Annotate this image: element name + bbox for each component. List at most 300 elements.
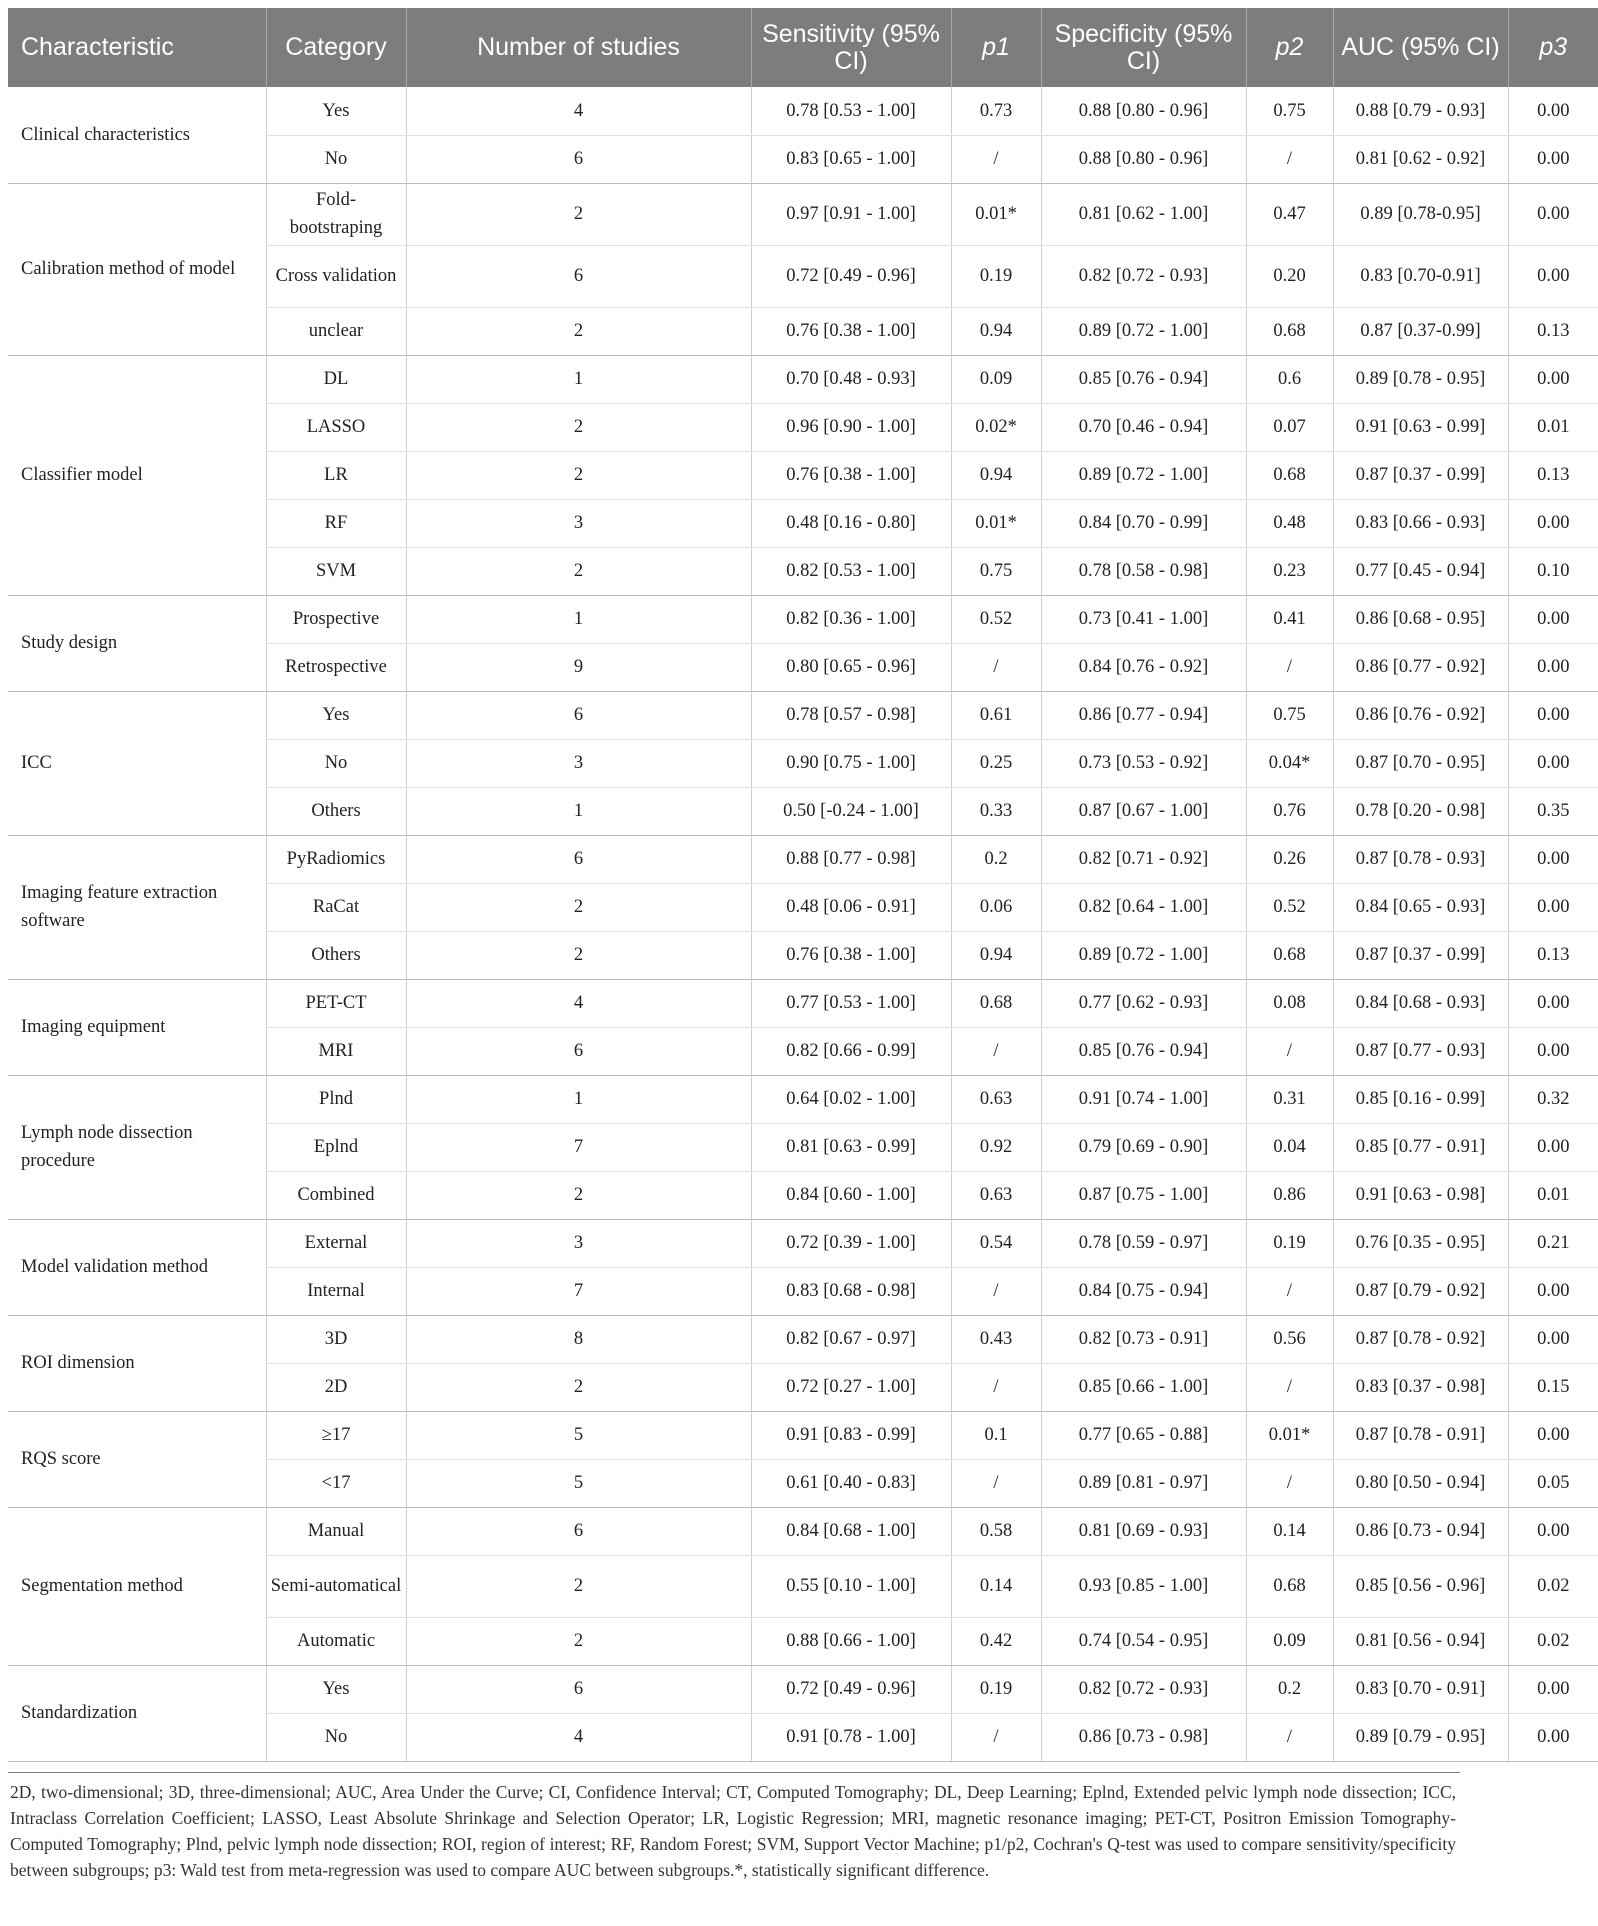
- sensitivity-cell: 0.77 [0.53 - 1.00]: [751, 979, 951, 1027]
- sensitivity-cell: 0.91 [0.83 - 0.99]: [751, 1411, 951, 1459]
- specificity-cell: 0.89 [0.72 - 1.00]: [1041, 307, 1246, 355]
- number-of-studies-cell: 6: [406, 245, 751, 307]
- auc-cell: 0.86 [0.76 - 0.92]: [1333, 691, 1508, 739]
- number-of-studies-cell: 1: [406, 787, 751, 835]
- number-of-studies-cell: 2: [406, 451, 751, 499]
- specificity-cell: 0.74 [0.54 - 0.95]: [1041, 1617, 1246, 1665]
- sensitivity-cell: 0.82 [0.67 - 0.97]: [751, 1315, 951, 1363]
- header-p2: p2: [1246, 8, 1333, 87]
- number-of-studies-cell: 4: [406, 87, 751, 135]
- specificity-cell: 0.82 [0.73 - 0.91]: [1041, 1315, 1246, 1363]
- number-of-studies-cell: 4: [406, 979, 751, 1027]
- specificity-cell: 0.70 [0.46 - 0.94]: [1041, 403, 1246, 451]
- auc-cell: 0.86 [0.77 - 0.92]: [1333, 643, 1508, 691]
- specificity-cell: 0.84 [0.70 - 0.99]: [1041, 499, 1246, 547]
- number-of-studies-cell: 1: [406, 355, 751, 403]
- p3-cell: 0.00: [1508, 1267, 1598, 1315]
- characteristic-cell: Segmentation method: [8, 1507, 266, 1665]
- table-row: [8, 1507, 1598, 1555]
- p1-cell: 0.61: [951, 691, 1041, 739]
- characteristic-cell: Imaging equipment: [8, 979, 266, 1075]
- p2-cell: 0.68: [1246, 307, 1333, 355]
- specificity-cell: 0.77 [0.62 - 0.93]: [1041, 979, 1246, 1027]
- specificity-cell: 0.73 [0.41 - 1.00]: [1041, 595, 1246, 643]
- header-characteristic: Characteristic: [8, 8, 266, 87]
- auc-cell: 0.83 [0.66 - 0.93]: [1333, 499, 1508, 547]
- p3-cell: 0.00: [1508, 87, 1598, 135]
- sensitivity-cell: 0.48 [0.06 - 0.91]: [751, 883, 951, 931]
- p2-cell: /: [1246, 1027, 1333, 1075]
- auc-cell: 0.89 [0.79 - 0.95]: [1333, 1713, 1508, 1761]
- category-cell: Plnd: [266, 1075, 406, 1123]
- auc-cell: 0.85 [0.77 - 0.91]: [1333, 1123, 1508, 1171]
- p3-cell: 0.00: [1508, 1713, 1598, 1761]
- specificity-cell: 0.82 [0.72 - 0.93]: [1041, 1665, 1246, 1713]
- p1-cell: 0.63: [951, 1075, 1041, 1123]
- specificity-cell: 0.84 [0.75 - 0.94]: [1041, 1267, 1246, 1315]
- p2-cell: 0.08: [1246, 979, 1333, 1027]
- number-of-studies-cell: 7: [406, 1123, 751, 1171]
- specificity-cell: 0.82 [0.71 - 0.92]: [1041, 835, 1246, 883]
- p3-cell: 0.13: [1508, 451, 1598, 499]
- specificity-cell: 0.86 [0.73 - 0.98]: [1041, 1713, 1246, 1761]
- p3-cell: 0.00: [1508, 595, 1598, 643]
- number-of-studies-cell: 7: [406, 1267, 751, 1315]
- specificity-cell: 0.85 [0.66 - 1.00]: [1041, 1363, 1246, 1411]
- category-cell: ≥17: [266, 1411, 406, 1459]
- subgroup-analysis-table: [8, 8, 1598, 1762]
- p2-cell: 0.41: [1246, 595, 1333, 643]
- p3-cell: 0.02: [1508, 1617, 1598, 1665]
- header-number-of-studies: Number of studies: [406, 8, 751, 87]
- sensitivity-cell: 0.97 [0.91 - 1.00]: [751, 183, 951, 245]
- number-of-studies-cell: 5: [406, 1411, 751, 1459]
- p1-cell: 0.68: [951, 979, 1041, 1027]
- characteristic-cell: RQS score: [8, 1411, 266, 1507]
- number-of-studies-cell: 2: [406, 1555, 751, 1617]
- header-p1: p1: [951, 8, 1041, 87]
- category-cell: 2D: [266, 1363, 406, 1411]
- p1-cell: 0.75: [951, 547, 1041, 595]
- category-cell: Others: [266, 931, 406, 979]
- p1-cell: 0.92: [951, 1123, 1041, 1171]
- number-of-studies-cell: 3: [406, 739, 751, 787]
- sensitivity-cell: 0.83 [0.68 - 0.98]: [751, 1267, 951, 1315]
- p3-cell: 0.00: [1508, 1315, 1598, 1363]
- category-cell: DL: [266, 355, 406, 403]
- category-cell: LR: [266, 451, 406, 499]
- sensitivity-cell: 0.72 [0.27 - 1.00]: [751, 1363, 951, 1411]
- p3-cell: 0.00: [1508, 1507, 1598, 1555]
- p1-cell: 0.54: [951, 1219, 1041, 1267]
- sensitivity-cell: 0.82 [0.66 - 0.99]: [751, 1027, 951, 1075]
- number-of-studies-cell: 2: [406, 1363, 751, 1411]
- specificity-cell: 0.89 [0.72 - 1.00]: [1041, 931, 1246, 979]
- category-cell: LASSO: [266, 403, 406, 451]
- number-of-studies-cell: 2: [406, 403, 751, 451]
- p3-cell: 0.00: [1508, 835, 1598, 883]
- p2-cell: 0.09: [1246, 1617, 1333, 1665]
- sensitivity-cell: 0.91 [0.78 - 1.00]: [751, 1713, 951, 1761]
- p3-cell: 0.00: [1508, 1123, 1598, 1171]
- specificity-cell: 0.81 [0.62 - 1.00]: [1041, 183, 1246, 245]
- auc-cell: 0.89 [0.78 - 0.95]: [1333, 355, 1508, 403]
- p3-cell: 0.01: [1508, 1171, 1598, 1219]
- p1-cell: /: [951, 1713, 1041, 1761]
- auc-cell: 0.89 [0.78-0.95]: [1333, 183, 1508, 245]
- specificity-cell: 0.73 [0.53 - 0.92]: [1041, 739, 1246, 787]
- p2-cell: 0.86: [1246, 1171, 1333, 1219]
- p3-cell: 0.32: [1508, 1075, 1598, 1123]
- p3-cell: 0.01: [1508, 403, 1598, 451]
- p2-cell: 0.52: [1246, 883, 1333, 931]
- p1-cell: /: [951, 643, 1041, 691]
- p3-cell: 0.00: [1508, 979, 1598, 1027]
- specificity-cell: 0.85 [0.76 - 0.94]: [1041, 1027, 1246, 1075]
- specificity-cell: 0.87 [0.75 - 1.00]: [1041, 1171, 1246, 1219]
- p1-cell: 0.25: [951, 739, 1041, 787]
- specificity-cell: 0.79 [0.69 - 0.90]: [1041, 1123, 1246, 1171]
- characteristic-cell: Calibration method of model: [8, 183, 266, 355]
- specificity-cell: 0.86 [0.77 - 0.94]: [1041, 691, 1246, 739]
- header-auc: AUC (95% CI): [1333, 8, 1508, 87]
- specificity-cell: 0.82 [0.72 - 0.93]: [1041, 245, 1246, 307]
- p3-cell: 0.00: [1508, 1411, 1598, 1459]
- sensitivity-cell: 0.96 [0.90 - 1.00]: [751, 403, 951, 451]
- p1-cell: /: [951, 1027, 1041, 1075]
- category-cell: No: [266, 739, 406, 787]
- auc-cell: 0.87 [0.79 - 0.92]: [1333, 1267, 1508, 1315]
- category-cell: Cross validation: [266, 245, 406, 307]
- p1-cell: /: [951, 1459, 1041, 1507]
- auc-cell: 0.81 [0.62 - 0.92]: [1333, 135, 1508, 183]
- sensitivity-cell: 0.78 [0.53 - 1.00]: [751, 87, 951, 135]
- p2-cell: 0.68: [1246, 931, 1333, 979]
- auc-cell: 0.85 [0.56 - 0.96]: [1333, 1555, 1508, 1617]
- auc-cell: 0.80 [0.50 - 0.94]: [1333, 1459, 1508, 1507]
- auc-cell: 0.86 [0.68 - 0.95]: [1333, 595, 1508, 643]
- sensitivity-cell: 0.72 [0.49 - 0.96]: [751, 1665, 951, 1713]
- p2-cell: 0.04: [1246, 1123, 1333, 1171]
- number-of-studies-cell: 6: [406, 691, 751, 739]
- p1-cell: 0.19: [951, 245, 1041, 307]
- category-cell: unclear: [266, 307, 406, 355]
- p1-cell: 0.09: [951, 355, 1041, 403]
- p3-cell: 0.00: [1508, 135, 1598, 183]
- p3-cell: 0.00: [1508, 1027, 1598, 1075]
- p3-cell: 0.00: [1508, 739, 1598, 787]
- p2-cell: 0.01*: [1246, 1411, 1333, 1459]
- table-row: [8, 595, 1598, 643]
- auc-cell: 0.91 [0.63 - 0.99]: [1333, 403, 1508, 451]
- auc-cell: 0.86 [0.73 - 0.94]: [1333, 1507, 1508, 1555]
- p1-cell: 0.58: [951, 1507, 1041, 1555]
- auc-cell: 0.87 [0.78 - 0.92]: [1333, 1315, 1508, 1363]
- p3-cell: 0.13: [1508, 931, 1598, 979]
- p1-cell: 0.19: [951, 1665, 1041, 1713]
- auc-cell: 0.77 [0.45 - 0.94]: [1333, 547, 1508, 595]
- number-of-studies-cell: 5: [406, 1459, 751, 1507]
- sensitivity-cell: 0.84 [0.68 - 1.00]: [751, 1507, 951, 1555]
- category-cell: Eplnd: [266, 1123, 406, 1171]
- table-row: [8, 1315, 1598, 1363]
- p1-cell: 0.94: [951, 307, 1041, 355]
- characteristic-cell: ICC: [8, 691, 266, 835]
- number-of-studies-cell: 2: [406, 183, 751, 245]
- p2-cell: 0.14: [1246, 1507, 1333, 1555]
- characteristic-cell: Standardization: [8, 1665, 266, 1761]
- p2-cell: 0.6: [1246, 355, 1333, 403]
- p2-cell: /: [1246, 643, 1333, 691]
- category-cell: Combined: [266, 1171, 406, 1219]
- table-row: [8, 1075, 1598, 1123]
- number-of-studies-cell: 2: [406, 931, 751, 979]
- p1-cell: /: [951, 1363, 1041, 1411]
- p3-cell: 0.05: [1508, 1459, 1598, 1507]
- auc-cell: 0.83 [0.70 - 0.91]: [1333, 1665, 1508, 1713]
- p3-cell: 0.15: [1508, 1363, 1598, 1411]
- table-header: [8, 8, 1598, 87]
- sensitivity-cell: 0.82 [0.36 - 1.00]: [751, 595, 951, 643]
- characteristic-cell: Lymph node dissection procedure: [8, 1075, 266, 1219]
- category-cell: <17: [266, 1459, 406, 1507]
- category-cell: PyRadiomics: [266, 835, 406, 883]
- table-row: [8, 183, 1598, 245]
- p3-cell: 0.00: [1508, 883, 1598, 931]
- specificity-cell: 0.78 [0.59 - 0.97]: [1041, 1219, 1246, 1267]
- p1-cell: 0.33: [951, 787, 1041, 835]
- specificity-cell: 0.85 [0.76 - 0.94]: [1041, 355, 1246, 403]
- sensitivity-cell: 0.48 [0.16 - 0.80]: [751, 499, 951, 547]
- auc-cell: 0.88 [0.79 - 0.93]: [1333, 87, 1508, 135]
- auc-cell: 0.78 [0.20 - 0.98]: [1333, 787, 1508, 835]
- specificity-cell: 0.88 [0.80 - 0.96]: [1041, 135, 1246, 183]
- p3-cell: 0.10: [1508, 547, 1598, 595]
- specificity-cell: 0.91 [0.74 - 1.00]: [1041, 1075, 1246, 1123]
- p1-cell: /: [951, 135, 1041, 183]
- p3-cell: 0.00: [1508, 1665, 1598, 1713]
- category-cell: Yes: [266, 1665, 406, 1713]
- p2-cell: 0.75: [1246, 691, 1333, 739]
- p1-cell: 0.94: [951, 931, 1041, 979]
- sensitivity-cell: 0.76 [0.38 - 1.00]: [751, 307, 951, 355]
- auc-cell: 0.76 [0.35 - 0.95]: [1333, 1219, 1508, 1267]
- category-cell: Fold-bootstraping: [266, 183, 406, 245]
- specificity-cell: 0.89 [0.72 - 1.00]: [1041, 451, 1246, 499]
- category-cell: MRI: [266, 1027, 406, 1075]
- sensitivity-cell: 0.64 [0.02 - 1.00]: [751, 1075, 951, 1123]
- table-row: [8, 1219, 1598, 1267]
- p2-cell: 0.04*: [1246, 739, 1333, 787]
- auc-cell: 0.87 [0.37 - 0.99]: [1333, 451, 1508, 499]
- p3-cell: 0.13: [1508, 307, 1598, 355]
- number-of-studies-cell: 8: [406, 1315, 751, 1363]
- p3-cell: 0.00: [1508, 183, 1598, 245]
- p1-cell: 0.94: [951, 451, 1041, 499]
- category-cell: Semi-automatical: [266, 1555, 406, 1617]
- specificity-cell: 0.87 [0.67 - 1.00]: [1041, 787, 1246, 835]
- number-of-studies-cell: 2: [406, 1617, 751, 1665]
- sensitivity-cell: 0.82 [0.53 - 1.00]: [751, 547, 951, 595]
- header-row: [8, 8, 1598, 87]
- table-container: [8, 8, 1570, 1883]
- sensitivity-cell: 0.90 [0.75 - 1.00]: [751, 739, 951, 787]
- category-cell: Prospective: [266, 595, 406, 643]
- auc-cell: 0.87 [0.37-0.99]: [1333, 307, 1508, 355]
- p2-cell: 0.20: [1246, 245, 1333, 307]
- p1-cell: 0.02*: [951, 403, 1041, 451]
- category-cell: No: [266, 1713, 406, 1761]
- category-cell: RF: [266, 499, 406, 547]
- category-cell: Retrospective: [266, 643, 406, 691]
- p2-cell: 0.48: [1246, 499, 1333, 547]
- p2-cell: 0.19: [1246, 1219, 1333, 1267]
- auc-cell: 0.87 [0.70 - 0.95]: [1333, 739, 1508, 787]
- sensitivity-cell: 0.70 [0.48 - 0.93]: [751, 355, 951, 403]
- auc-cell: 0.87 [0.78 - 0.93]: [1333, 835, 1508, 883]
- p1-cell: 0.1: [951, 1411, 1041, 1459]
- table-row: [8, 355, 1598, 403]
- auc-cell: 0.81 [0.56 - 0.94]: [1333, 1617, 1508, 1665]
- p2-cell: 0.31: [1246, 1075, 1333, 1123]
- header-sensitivity: Sensitivity (95% CI): [751, 8, 951, 87]
- specificity-cell: 0.89 [0.81 - 0.97]: [1041, 1459, 1246, 1507]
- number-of-studies-cell: 2: [406, 883, 751, 931]
- category-cell: PET-CT: [266, 979, 406, 1027]
- p1-cell: /: [951, 1267, 1041, 1315]
- p1-cell: 0.42: [951, 1617, 1041, 1665]
- p3-cell: 0.00: [1508, 355, 1598, 403]
- number-of-studies-cell: 6: [406, 1027, 751, 1075]
- table-row: [8, 1665, 1598, 1713]
- table-row: [8, 691, 1598, 739]
- category-cell: Yes: [266, 87, 406, 135]
- p2-cell: /: [1246, 1713, 1333, 1761]
- specificity-cell: 0.82 [0.64 - 1.00]: [1041, 883, 1246, 931]
- number-of-studies-cell: 3: [406, 499, 751, 547]
- category-cell: RaCat: [266, 883, 406, 931]
- p2-cell: /: [1246, 1267, 1333, 1315]
- auc-cell: 0.83 [0.70-0.91]: [1333, 245, 1508, 307]
- characteristic-cell: Imaging feature extraction software: [8, 835, 266, 979]
- category-cell: Others: [266, 787, 406, 835]
- p3-cell: 0.00: [1508, 499, 1598, 547]
- number-of-studies-cell: 3: [406, 1219, 751, 1267]
- header-p3: p3: [1508, 8, 1598, 87]
- sensitivity-cell: 0.80 [0.65 - 0.96]: [751, 643, 951, 691]
- category-cell: External: [266, 1219, 406, 1267]
- header-category: Category: [266, 8, 406, 87]
- category-cell: No: [266, 135, 406, 183]
- characteristic-cell: ROI dimension: [8, 1315, 266, 1411]
- sensitivity-cell: 0.72 [0.49 - 0.96]: [751, 245, 951, 307]
- p3-cell: 0.35: [1508, 787, 1598, 835]
- auc-cell: 0.91 [0.63 - 0.98]: [1333, 1171, 1508, 1219]
- number-of-studies-cell: 6: [406, 135, 751, 183]
- auc-cell: 0.85 [0.16 - 0.99]: [1333, 1075, 1508, 1123]
- p2-cell: /: [1246, 1363, 1333, 1411]
- p2-cell: 0.68: [1246, 451, 1333, 499]
- p2-cell: 0.68: [1246, 1555, 1333, 1617]
- p1-cell: 0.06: [951, 883, 1041, 931]
- auc-cell: 0.87 [0.78 - 0.91]: [1333, 1411, 1508, 1459]
- number-of-studies-cell: 4: [406, 1713, 751, 1761]
- number-of-studies-cell: 1: [406, 595, 751, 643]
- p2-cell: 0.23: [1246, 547, 1333, 595]
- p2-cell: 0.47: [1246, 183, 1333, 245]
- number-of-studies-cell: 6: [406, 1665, 751, 1713]
- p1-cell: 0.63: [951, 1171, 1041, 1219]
- table-body: [8, 87, 1598, 1761]
- number-of-studies-cell: 2: [406, 1171, 751, 1219]
- sensitivity-cell: 0.61 [0.40 - 0.83]: [751, 1459, 951, 1507]
- p3-cell: 0.21: [1508, 1219, 1598, 1267]
- sensitivity-cell: 0.76 [0.38 - 1.00]: [751, 931, 951, 979]
- p1-cell: 0.73: [951, 87, 1041, 135]
- p2-cell: 0.75: [1246, 87, 1333, 135]
- specificity-cell: 0.93 [0.85 - 1.00]: [1041, 1555, 1246, 1617]
- sensitivity-cell: 0.81 [0.63 - 0.99]: [751, 1123, 951, 1171]
- sensitivity-cell: 0.78 [0.57 - 0.98]: [751, 691, 951, 739]
- p3-cell: 0.02: [1508, 1555, 1598, 1617]
- number-of-studies-cell: 6: [406, 1507, 751, 1555]
- category-cell: Automatic: [266, 1617, 406, 1665]
- p1-cell: 0.01*: [951, 183, 1041, 245]
- category-cell: SVM: [266, 547, 406, 595]
- sensitivity-cell: 0.72 [0.39 - 1.00]: [751, 1219, 951, 1267]
- number-of-studies-cell: 9: [406, 643, 751, 691]
- p2-cell: /: [1246, 135, 1333, 183]
- specificity-cell: 0.81 [0.69 - 0.93]: [1041, 1507, 1246, 1555]
- characteristic-cell: Model validation method: [8, 1219, 266, 1315]
- specificity-cell: 0.88 [0.80 - 0.96]: [1041, 87, 1246, 135]
- category-cell: 3D: [266, 1315, 406, 1363]
- p2-cell: 0.76: [1246, 787, 1333, 835]
- table-row: [8, 835, 1598, 883]
- auc-cell: 0.84 [0.68 - 0.93]: [1333, 979, 1508, 1027]
- p2-cell: 0.2: [1246, 1665, 1333, 1713]
- p3-cell: 0.00: [1508, 691, 1598, 739]
- sensitivity-cell: 0.50 [-0.24 - 1.00]: [751, 787, 951, 835]
- p2-cell: 0.07: [1246, 403, 1333, 451]
- table-row: [8, 979, 1598, 1027]
- p1-cell: 0.52: [951, 595, 1041, 643]
- category-cell: Yes: [266, 691, 406, 739]
- header-specificity: Specificity (95% CI): [1041, 8, 1246, 87]
- number-of-studies-cell: 6: [406, 835, 751, 883]
- category-cell: Internal: [266, 1267, 406, 1315]
- sensitivity-cell: 0.88 [0.77 - 0.98]: [751, 835, 951, 883]
- sensitivity-cell: 0.83 [0.65 - 1.00]: [751, 135, 951, 183]
- number-of-studies-cell: 2: [406, 307, 751, 355]
- auc-cell: 0.84 [0.65 - 0.93]: [1333, 883, 1508, 931]
- p3-cell: 0.00: [1508, 643, 1598, 691]
- p1-cell: 0.01*: [951, 499, 1041, 547]
- auc-cell: 0.87 [0.37 - 0.99]: [1333, 931, 1508, 979]
- p1-cell: 0.14: [951, 1555, 1041, 1617]
- p1-cell: 0.43: [951, 1315, 1041, 1363]
- characteristic-cell: Clinical characteristics: [8, 87, 266, 183]
- table-footnote: 2D, two-dimensional; 3D, three-dimensional; AUC, Area Under the Curve; CI, Confidence Interval; CT, Computed Tomography; DL, Deep Learning; Eplnd, Extended pelvic lymph node dissection; ICC, Intraclass Correlation Coefficient; LASSO, Least Absolute Shrinkage and Selection Operator; LR, Logistic Regression; MRI, magnetic resonance imaging; PET-CT, Positron Emission Tomography-Computed Tomography; Plnd, pelvic lymph node dissection; ROI, region of interest; RF, Random Forest; SVM, Support Vector Machine; p1/p2, Cochran's Q-test was used to compare sensitivity/specificity between subgroups; p3: Wald test from meta-regression was used to compare AUC between subgroups.*, statistically significant difference.: [8, 1772, 1460, 1883]
- p1-cell: 0.2: [951, 835, 1041, 883]
- specificity-cell: 0.77 [0.65 - 0.88]: [1041, 1411, 1246, 1459]
- p3-cell: 0.00: [1508, 245, 1598, 307]
- sensitivity-cell: 0.84 [0.60 - 1.00]: [751, 1171, 951, 1219]
- p2-cell: /: [1246, 1459, 1333, 1507]
- number-of-studies-cell: 2: [406, 547, 751, 595]
- specificity-cell: 0.78 [0.58 - 0.98]: [1041, 547, 1246, 595]
- p2-cell: 0.56: [1246, 1315, 1333, 1363]
